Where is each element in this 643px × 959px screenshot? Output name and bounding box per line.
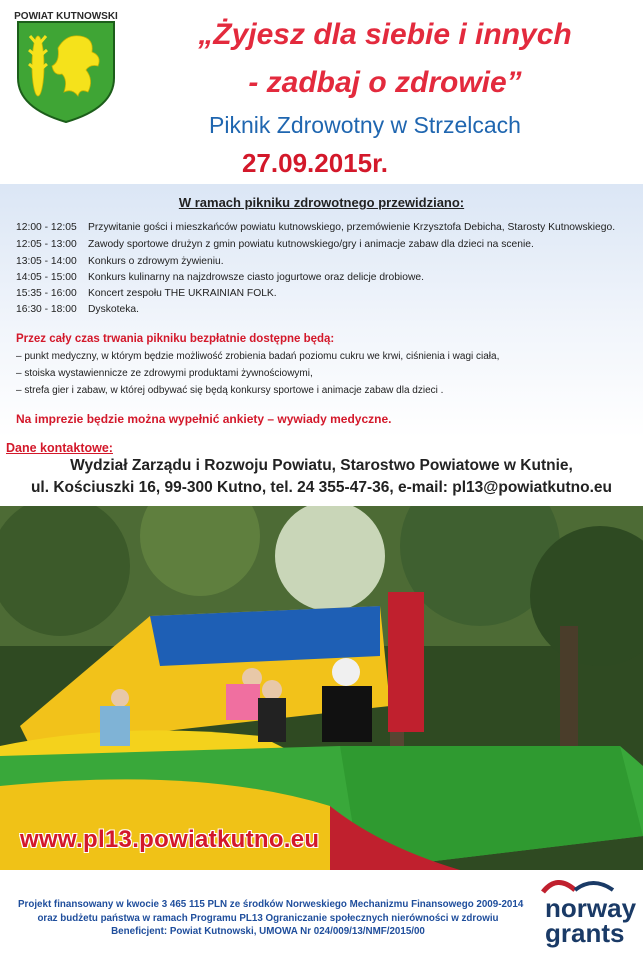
program-item-time: 12:05 - 13:00 xyxy=(16,239,77,250)
program-item xyxy=(16,222,615,233)
contact-office: Wydział Zarządu i Rozwoju Powiatu, Starostwo Powiatowe w Kutnie, xyxy=(70,457,573,474)
bouncy-castle-photo xyxy=(0,506,643,870)
program-item-time: 16:30 - 18:00 xyxy=(16,304,77,315)
slogan-line-2: - zadbaj o zdrowie” xyxy=(248,66,522,99)
survey-note: Na imprezie będzie można wypełnić ankiety – wywiady medyczne. xyxy=(16,412,392,426)
free-service-item: – punkt medyczny, w którym będzie możliwość zrobienia badań poziomu cukru we krwi, ciśnienia i wagi ciała, xyxy=(16,351,500,362)
program-item-text: Przywitanie gości i mieszkańców powiatu kutnowskiego, przemówienie Krzysztofa Debicha, Starosty Kutnowskiego. xyxy=(88,222,616,233)
program-item-text: Dyskoteka. xyxy=(88,304,139,315)
beneficiary-line: Beneficjent: Powiat Kutnowski, UMOWA Nr 024/009/13/NMF/2015/00 xyxy=(111,926,425,937)
program-item-text: Konkurs kulinarny na najzdrowsze ciasto jogurtowe oraz delicje drobiowe. xyxy=(88,272,424,283)
funding-line-1: Projekt finansowany w kwocie 3 465 115 PLN ze środków Norweskiego Mechanizmu Finansowego 2009-2014 xyxy=(18,899,524,910)
crest-label: POWIAT KUTNOWSKI xyxy=(14,11,118,22)
program-item xyxy=(16,304,139,315)
slogan-line-1: „Żyjesz dla siebie i innych xyxy=(198,18,572,51)
free-service-item: – stoiska wystawiennicze ze zdrowymi produktami żywnościowymi, xyxy=(16,368,313,379)
program-heading: W ramach pikniku zdrowotnego przewidziano: xyxy=(178,195,465,210)
website-link[interactable]: www.pl13.powiatkutno.eu xyxy=(20,826,320,853)
contact-address: ul. Kościuszki 16, 99-300 Kutno, tel. 24 355-47-36, e-mail: pl13@powiatkutno.eu xyxy=(30,479,613,496)
program-item-text: Koncert zespołu THE UKRAINIAN FOLK. xyxy=(88,288,277,299)
event-date: 27.09.2015r. xyxy=(241,148,389,178)
program-item-time: 15:35 - 16:00 xyxy=(16,288,77,299)
norway-grants-word-2: grants xyxy=(545,918,625,948)
coat-of-arms-icon xyxy=(14,8,118,124)
contact-label: Dane kontaktowe: xyxy=(6,441,113,455)
norway-grants-word-1: norway xyxy=(545,893,637,923)
program-item-time: 12:00 - 12:05 xyxy=(16,222,77,233)
program-item-text: Konkurs o zdrowym żywieniu. xyxy=(88,256,224,267)
funding-line-2: oraz budżetu państwa w ramach Programu PL13 Ograniczanie społecznych nierówności w zdrowiu xyxy=(37,913,499,924)
program-item xyxy=(16,272,424,283)
program-item xyxy=(16,256,224,267)
program-item xyxy=(16,288,277,299)
program-item xyxy=(16,239,534,250)
program-item-text: Zawody sportowe drużyn z gmin powiatu kutnowskiego/gry i animacje zabaw dla dzieci na scenie. xyxy=(88,239,534,250)
program-item-time: 13:05 - 14:00 xyxy=(16,256,77,267)
program-item-time: 14:05 - 15:00 xyxy=(16,272,77,283)
free-services-heading: Przez cały czas trwania pikniku bezpłatnie dostępne będą: xyxy=(16,333,335,345)
free-service-item: – strefa gier i zabaw, w której odbywać się będą konkursy sportowe i animacje zabaw dla dzieci . xyxy=(16,385,444,396)
event-name: Piknik Zdrowotny w Strzelcach xyxy=(209,112,521,138)
